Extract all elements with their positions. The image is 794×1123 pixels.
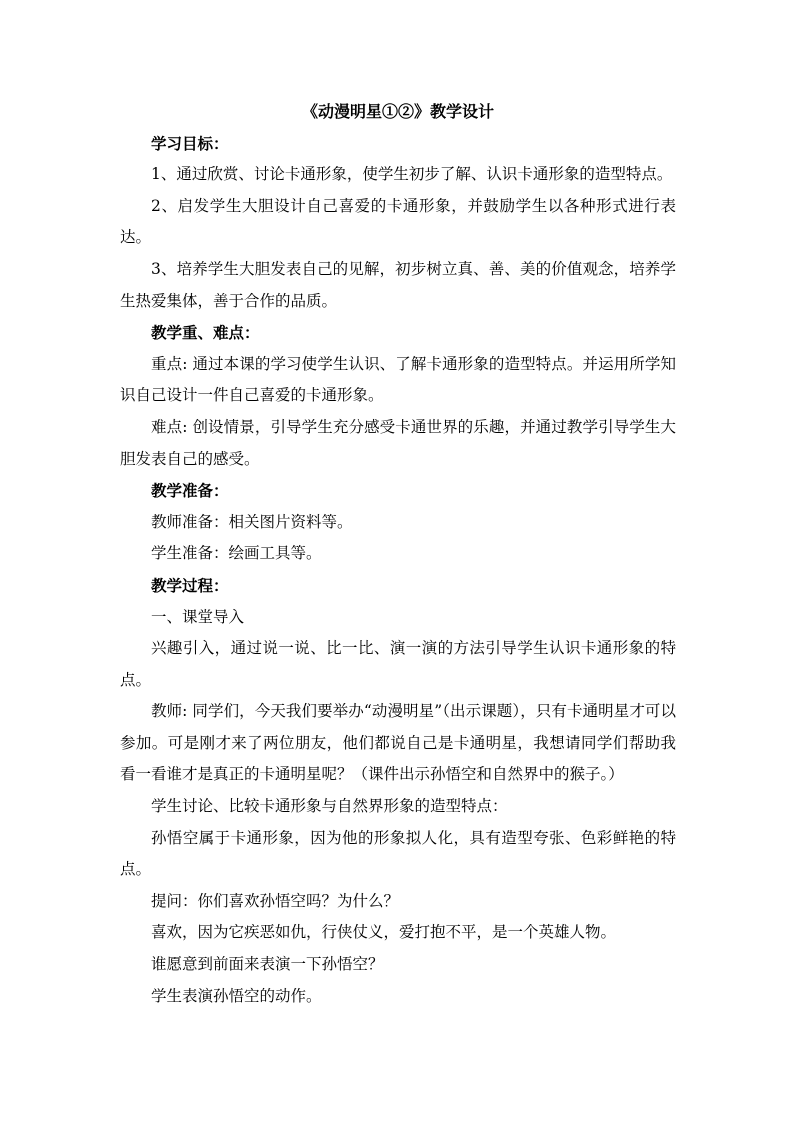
teacher-preparation: 教师准备：相关图片资料等。 [151, 512, 353, 531]
process-paragraph: 教师: 同学们，今天我们要举办“动漫明星”（出示课题），只有卡通明星才可以参加。可是刚才来了两位朋友，他们都说自己是卡通明星，我想请同学们帮助我看一看谁才是真正的卡通明星呢？（课件出示孙悟空和自然界中的猴子。） [120, 702, 676, 784]
process-paragraph: 喜欢，因为它疾恶如仇，行侠仗义，爱打抱不平，是一个英雄人物。 [151, 923, 617, 942]
objective-1: 1、通过欣赏、讨论卡通形象，使学生初步了解、认识卡通形象的造型特点。 [151, 165, 673, 184]
section-heading-key-points: 教学重、难点： [151, 323, 260, 343]
section-heading-process: 教学过程： [151, 575, 229, 595]
section-heading-preparation: 教学准备： [151, 481, 229, 501]
objective-3: 3、培养学生大胆发表自己的见解，初步树立真、善、美的价值观念，培养学生热爱集体，善于合作的品质。 [120, 259, 676, 310]
process-paragraph: 谁愿意到前面来表演一下孙悟空？ [151, 955, 384, 974]
document-title: 《动漫明星①②》教学设计 [301, 102, 494, 121]
document-body [120, 96, 676, 1012]
process-paragraph: 兴趣引入，通过说一说、比一比、演一演的方法引导学生认识卡通形象的特点。 [120, 639, 676, 689]
process-paragraph: 孙悟空属于卡通形象，因为他的形象拟人化，具有造型夸张、色彩鲜艳的特点。 [120, 828, 676, 879]
student-preparation: 学生准备：绘画工具等。 [151, 544, 322, 563]
process-step-title: 一、课堂导入 [151, 607, 245, 626]
section-heading-objectives: 学习目标： [151, 133, 229, 153]
process-paragraph: 提问：你们喜欢孙悟空吗？为什么？ [151, 891, 400, 910]
process-paragraph: 学生讨论、比较卡通形象与自然界形象的造型特点： [151, 797, 508, 816]
key-point: 重点: 通过本课的学习使学生认识、了解卡通形象的造型特点。并运用所学知识自己设计一件自己喜爱的卡通形象。 [120, 354, 676, 405]
difficult-point: 难点: 创设情景，引导学生充分感受卡通世界的乐趣，并通过教学引导学生大胆发表自己的感受。 [120, 417, 676, 468]
objective-2: 2、启发学生大胆设计自己喜爱的卡通形象，并鼓励学生以各种形式进行表达。 [120, 196, 676, 247]
process-paragraph: 学生表演孙悟空的动作。 [151, 986, 322, 1005]
